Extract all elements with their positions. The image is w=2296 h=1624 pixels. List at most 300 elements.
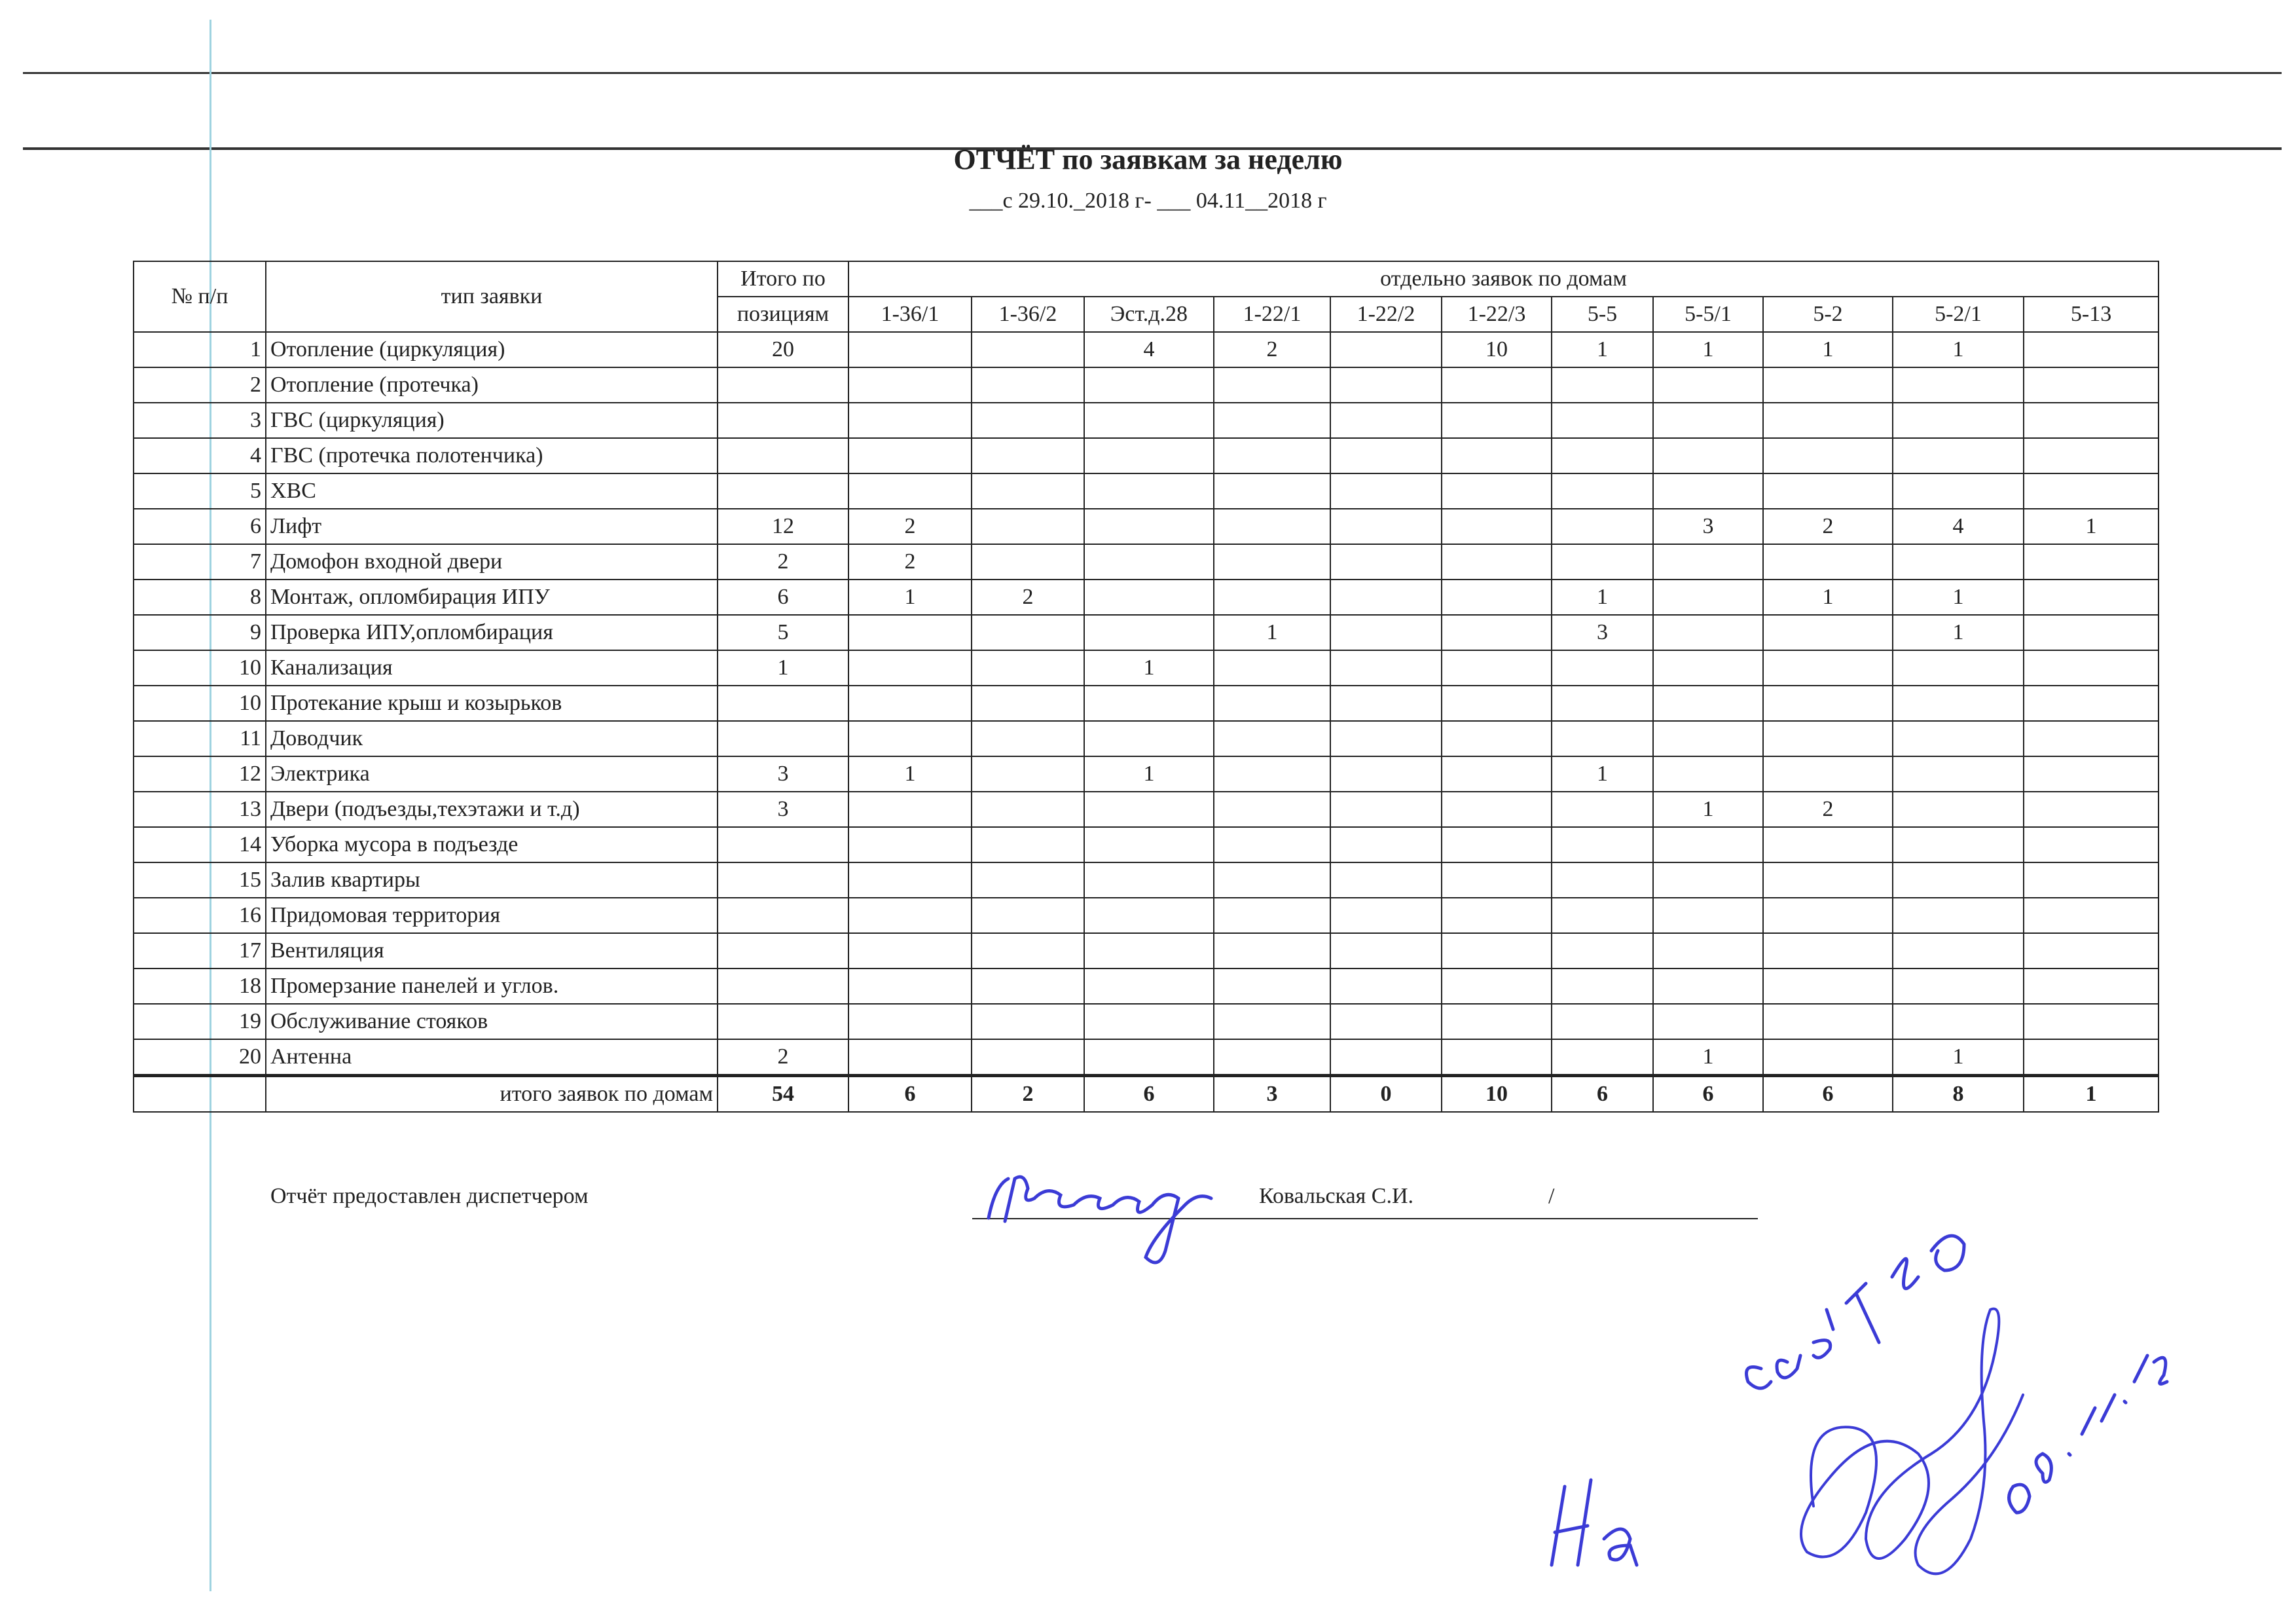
house-count-cell	[848, 686, 972, 721]
house-count-cell	[1084, 509, 1214, 544]
col-header-total-line2: позициям	[718, 297, 848, 332]
house-count-cell: 1	[1893, 615, 2024, 650]
house-count-cell	[848, 615, 972, 650]
house-count-cell	[1552, 650, 1653, 686]
house-count-cell	[1084, 1039, 1214, 1076]
house-count-cell: 3	[1653, 509, 1763, 544]
table-row	[134, 580, 2159, 615]
house-count-cell	[972, 969, 1084, 1004]
col-header-house: 5-2	[1763, 297, 1893, 332]
house-count-cell: 1	[1653, 792, 1763, 827]
house-count-cell	[1893, 721, 2024, 756]
house-count-cell: 4	[1084, 332, 1214, 367]
signer-name: Ковальская С.И.	[1259, 1184, 1414, 1208]
house-count-cell	[2024, 933, 2159, 969]
col-header-houses: отдельно заявок по домам	[848, 261, 2159, 297]
table-row	[134, 615, 2159, 650]
house-count-cell	[1084, 686, 1214, 721]
row-total: 3	[718, 756, 848, 792]
house-count-cell	[1893, 827, 2024, 862]
house-count-cell	[1653, 969, 1763, 1004]
house-count-cell	[1330, 827, 1442, 862]
house-count-cell	[1330, 438, 1442, 473]
house-count-cell	[848, 332, 972, 367]
row-total	[718, 367, 848, 403]
request-type: Канализация	[266, 650, 718, 686]
house-count-cell	[2024, 862, 2159, 898]
house-count-cell	[2024, 367, 2159, 403]
house-count-cell	[1763, 827, 1893, 862]
house-count-cell	[2024, 721, 2159, 756]
row-number: 9	[134, 615, 266, 650]
row-number: 19	[134, 1004, 266, 1039]
house-count-cell	[1330, 403, 1442, 438]
house-count-cell	[1763, 438, 1893, 473]
house-count-cell	[1552, 509, 1653, 544]
row-number: 3	[134, 403, 266, 438]
house-count-cell	[848, 1004, 972, 1039]
house-count-cell	[1442, 650, 1552, 686]
house-count-cell	[1330, 898, 1442, 933]
row-number: 8	[134, 580, 266, 615]
house-count-cell	[848, 898, 972, 933]
house-count-cell	[1763, 650, 1893, 686]
house-count-cell	[2024, 580, 2159, 615]
house-count-cell	[1552, 1039, 1653, 1076]
row-number: 6	[134, 509, 266, 544]
house-count-cell	[1653, 473, 1763, 509]
table-row	[134, 473, 2159, 509]
house-count-cell	[1653, 367, 1763, 403]
house-count-cell: 1	[848, 756, 972, 792]
house-count-cell	[1330, 1039, 1442, 1076]
row-total	[718, 438, 848, 473]
house-count-cell	[848, 438, 972, 473]
house-count-cell: 1	[1552, 332, 1653, 367]
house-count-cell	[1330, 792, 1442, 827]
totals-empty-cell	[134, 1076, 266, 1113]
house-count-cell	[1084, 403, 1214, 438]
house-count-cell	[1552, 686, 1653, 721]
request-type: Залив квартиры	[266, 862, 718, 898]
house-count-cell	[972, 898, 1084, 933]
house-count-cell	[1552, 933, 1653, 969]
row-number: 2	[134, 367, 266, 403]
house-count-cell	[2024, 650, 2159, 686]
table-row	[134, 544, 2159, 580]
house-count-cell	[848, 969, 972, 1004]
dispatcher-signature	[969, 1159, 1257, 1277]
col-header-type: тип заявки	[266, 261, 718, 332]
house-count-cell	[1893, 403, 2024, 438]
house-count-cell: 10	[1442, 332, 1552, 367]
table-row	[134, 1004, 2159, 1039]
signature-slash: /	[1548, 1184, 1555, 1208]
house-count-cell: 1	[1653, 1039, 1763, 1076]
row-total	[718, 721, 848, 756]
house-count-cell	[1084, 544, 1214, 580]
col-header-number: № п/п	[134, 261, 266, 332]
house-count-cell	[2024, 898, 2159, 933]
house-count-cell: 1	[2024, 509, 2159, 544]
house-count-cell	[1214, 580, 1330, 615]
house-count-cell	[1653, 827, 1763, 862]
house-count-cell	[1330, 721, 1442, 756]
house-count-cell	[1442, 933, 1552, 969]
row-number: 13	[134, 792, 266, 827]
table-row	[134, 721, 2159, 756]
table-row	[134, 438, 2159, 473]
request-type: Домофон входной двери	[266, 544, 718, 580]
row-number: 7	[134, 544, 266, 580]
house-count-cell: 3	[1552, 615, 1653, 650]
totals-row	[134, 1076, 2159, 1113]
house-count-cell	[1330, 332, 1442, 367]
house-count-cell	[972, 403, 1084, 438]
house-count-cell	[1084, 933, 1214, 969]
house-count-cell	[1214, 686, 1330, 721]
house-count-cell	[1084, 792, 1214, 827]
house-count-cell	[1442, 1039, 1552, 1076]
row-number: 1	[134, 332, 266, 367]
row-number: 12	[134, 756, 266, 792]
house-total-cell: 0	[1330, 1076, 1442, 1113]
house-count-cell	[1763, 898, 1893, 933]
col-header-house: 5-13	[2024, 297, 2159, 332]
row-total: 6	[718, 580, 848, 615]
house-count-cell	[848, 403, 972, 438]
house-count-cell: 2	[848, 544, 972, 580]
house-count-cell	[2024, 438, 2159, 473]
house-count-cell	[1552, 862, 1653, 898]
row-total: 12	[718, 509, 848, 544]
house-count-cell	[1893, 792, 2024, 827]
row-number: 5	[134, 473, 266, 509]
house-count-cell	[1330, 509, 1442, 544]
house-count-cell	[1214, 367, 1330, 403]
house-total-cell: 10	[1442, 1076, 1552, 1113]
house-count-cell	[1442, 580, 1552, 615]
table-row	[134, 332, 2159, 367]
house-count-cell	[1330, 650, 1442, 686]
house-count-cell	[1552, 367, 1653, 403]
house-count-cell	[972, 756, 1084, 792]
house-count-cell	[1330, 580, 1442, 615]
house-count-cell: 2	[1763, 792, 1893, 827]
house-count-cell	[1653, 898, 1763, 933]
house-count-cell: 1	[1552, 756, 1653, 792]
row-total	[718, 969, 848, 1004]
house-count-cell	[1653, 933, 1763, 969]
house-count-cell	[1214, 438, 1330, 473]
col-header-house: 1-22/1	[1214, 297, 1330, 332]
house-total-cell: 6	[1653, 1076, 1763, 1113]
house-count-cell	[1763, 1004, 1893, 1039]
house-count-cell: 1	[1084, 650, 1214, 686]
report-period: ___с 29.10._2018 г- ___ 04.11__2018 г	[969, 189, 1327, 213]
house-count-cell: 1	[1214, 615, 1330, 650]
house-total-cell: 8	[1893, 1076, 2024, 1113]
house-count-cell	[972, 473, 1084, 509]
col-header-house: Эст.д.28	[1084, 297, 1214, 332]
prepared-by-label: Отчёт предоставлен диспетчером	[270, 1184, 589, 1208]
house-count-cell	[1552, 898, 1653, 933]
house-count-cell	[1893, 544, 2024, 580]
house-count-cell	[1214, 898, 1330, 933]
house-count-cell	[1084, 827, 1214, 862]
request-type: Отопление (циркуляция)	[266, 332, 718, 367]
request-type: ХВС	[266, 473, 718, 509]
house-count-cell	[1084, 1004, 1214, 1039]
house-count-cell	[972, 1039, 1084, 1076]
house-count-cell	[1214, 756, 1330, 792]
house-count-cell	[1552, 969, 1653, 1004]
house-count-cell	[848, 792, 972, 827]
top-rule	[23, 72, 2282, 74]
col-header-house: 5-2/1	[1893, 297, 2024, 332]
house-count-cell	[972, 686, 1084, 721]
row-total: 5	[718, 615, 848, 650]
house-count-cell	[1653, 403, 1763, 438]
house-count-cell	[1214, 473, 1330, 509]
house-count-cell	[1552, 1004, 1653, 1039]
house-count-cell	[972, 367, 1084, 403]
row-total	[718, 403, 848, 438]
house-count-cell	[1442, 686, 1552, 721]
house-count-cell	[848, 367, 972, 403]
house-count-cell	[1893, 898, 2024, 933]
house-count-cell	[1084, 438, 1214, 473]
row-number: 14	[134, 827, 266, 862]
house-count-cell	[1653, 650, 1763, 686]
house-count-cell	[1442, 544, 1552, 580]
house-count-cell	[1214, 544, 1330, 580]
table-row	[134, 403, 2159, 438]
house-count-cell	[1552, 827, 1653, 862]
request-type: Лифт	[266, 509, 718, 544]
table-row	[134, 933, 2159, 969]
row-total	[718, 862, 848, 898]
house-count-cell	[1893, 1004, 2024, 1039]
house-count-cell	[1893, 438, 2024, 473]
row-total: 1	[718, 650, 848, 686]
house-count-cell: 4	[1893, 509, 2024, 544]
house-count-cell: 2	[1763, 509, 1893, 544]
col-header-house: 1-36/2	[972, 297, 1084, 332]
house-count-cell	[2024, 969, 2159, 1004]
house-count-cell	[1552, 544, 1653, 580]
request-type: Промерзание панелей и углов.	[266, 969, 718, 1004]
house-count-cell	[1214, 1004, 1330, 1039]
row-number: 15	[134, 862, 266, 898]
house-count-cell	[2024, 332, 2159, 367]
house-count-cell	[1330, 615, 1442, 650]
table-row	[134, 1039, 2159, 1076]
row-total	[718, 827, 848, 862]
house-count-cell	[1442, 756, 1552, 792]
request-type: Электрика	[266, 756, 718, 792]
row-total	[718, 473, 848, 509]
house-count-cell	[1893, 686, 2024, 721]
house-count-cell	[1763, 933, 1893, 969]
house-count-cell: 1	[1893, 332, 2024, 367]
totals-label: итого заявок по домам	[266, 1076, 718, 1113]
row-total: 2	[718, 544, 848, 580]
table-row	[134, 792, 2159, 827]
house-count-cell	[1763, 721, 1893, 756]
row-total	[718, 1004, 848, 1039]
house-count-cell	[1552, 721, 1653, 756]
house-count-cell	[1763, 862, 1893, 898]
request-type: Протекание крыш и козырьков	[266, 686, 718, 721]
house-count-cell	[1552, 473, 1653, 509]
house-count-cell	[1763, 403, 1893, 438]
house-count-cell	[972, 615, 1084, 650]
house-count-cell	[1653, 544, 1763, 580]
house-count-cell	[1330, 969, 1442, 1004]
house-count-cell	[1084, 862, 1214, 898]
house-count-cell	[2024, 792, 2159, 827]
house-count-cell	[1653, 615, 1763, 650]
house-count-cell	[1442, 438, 1552, 473]
col-header-house: 5-5/1	[1653, 297, 1763, 332]
house-count-cell	[1442, 969, 1552, 1004]
house-count-cell	[1653, 721, 1763, 756]
house-count-cell	[1893, 367, 2024, 403]
house-count-cell	[1084, 367, 1214, 403]
col-header-house: 1-36/1	[848, 297, 972, 332]
house-count-cell	[1084, 580, 1214, 615]
house-count-cell	[1893, 969, 2024, 1004]
house-count-cell: 1	[1893, 580, 2024, 615]
house-count-cell: 1	[1893, 1039, 2024, 1076]
house-count-cell	[1330, 756, 1442, 792]
house-count-cell	[1763, 686, 1893, 721]
house-count-cell	[1442, 403, 1552, 438]
request-type: ГВС (циркуляция)	[266, 403, 718, 438]
row-number: 10	[134, 686, 266, 721]
house-count-cell	[1084, 969, 1214, 1004]
house-count-cell	[1442, 367, 1552, 403]
house-count-cell	[2024, 615, 2159, 650]
house-count-cell	[1442, 1004, 1552, 1039]
house-count-cell: 1	[1653, 332, 1763, 367]
house-count-cell	[848, 650, 972, 686]
row-total: 2	[718, 1039, 848, 1076]
house-count-cell	[972, 650, 1084, 686]
house-count-cell: 1	[1763, 580, 1893, 615]
house-total-cell: 6	[1552, 1076, 1653, 1113]
house-count-cell	[1084, 721, 1214, 756]
house-count-cell	[1214, 827, 1330, 862]
handwritten-annotation	[1525, 1146, 2180, 1591]
house-count-cell	[1763, 367, 1893, 403]
row-number: 4	[134, 438, 266, 473]
house-count-cell	[972, 1004, 1084, 1039]
row-number: 10	[134, 650, 266, 686]
house-count-cell	[1084, 615, 1214, 650]
request-type: ГВС (протечка полотенчика)	[266, 438, 718, 473]
house-count-cell	[2024, 756, 2159, 792]
row-number: 20	[134, 1039, 266, 1076]
house-count-cell	[1084, 473, 1214, 509]
table-row	[134, 827, 2159, 862]
house-count-cell	[1653, 686, 1763, 721]
request-type: Проверка ИПУ,опломбирация	[266, 615, 718, 650]
row-total	[718, 933, 848, 969]
house-count-cell	[1084, 898, 1214, 933]
house-count-cell	[1893, 933, 2024, 969]
house-count-cell	[1330, 1004, 1442, 1039]
table-row	[134, 969, 2159, 1004]
row-total: 3	[718, 792, 848, 827]
grand-total: 54	[718, 1076, 848, 1113]
house-count-cell: 2	[972, 580, 1084, 615]
house-count-cell	[1552, 403, 1653, 438]
house-count-cell	[972, 438, 1084, 473]
table-row	[134, 686, 2159, 721]
house-count-cell	[1893, 862, 2024, 898]
house-count-cell	[2024, 827, 2159, 862]
request-type: Отопление (протечка)	[266, 367, 718, 403]
request-type: Доводчик	[266, 721, 718, 756]
request-type: Уборка мусора в подъезде	[266, 827, 718, 862]
house-count-cell: 1	[848, 580, 972, 615]
house-count-cell	[1214, 862, 1330, 898]
house-count-cell	[1214, 403, 1330, 438]
house-count-cell	[1214, 721, 1330, 756]
col-header-total-line1: Итого по	[718, 261, 848, 297]
row-number: 17	[134, 933, 266, 969]
house-count-cell	[2024, 686, 2159, 721]
house-count-cell	[972, 721, 1084, 756]
house-count-cell	[972, 933, 1084, 969]
house-count-cell	[1893, 756, 2024, 792]
house-count-cell	[1552, 438, 1653, 473]
house-count-cell	[1893, 473, 2024, 509]
house-count-cell	[1763, 756, 1893, 792]
house-count-cell	[1653, 756, 1763, 792]
header-row-top	[134, 261, 2159, 297]
house-count-cell: 1	[1552, 580, 1653, 615]
house-count-cell	[1330, 686, 1442, 721]
row-number: 16	[134, 898, 266, 933]
table-row	[134, 898, 2159, 933]
house-count-cell	[1330, 367, 1442, 403]
request-type: Придомовая территория	[266, 898, 718, 933]
house-count-cell	[848, 1039, 972, 1076]
table-row	[134, 509, 2159, 544]
house-count-cell	[1214, 792, 1330, 827]
house-count-cell	[848, 473, 972, 509]
house-total-cell: 6	[848, 1076, 972, 1113]
row-number: 11	[134, 721, 266, 756]
house-count-cell	[1214, 650, 1330, 686]
request-type: Антенна	[266, 1039, 718, 1076]
house-count-cell	[848, 862, 972, 898]
house-count-cell	[1330, 933, 1442, 969]
col-header-house: 1-22/2	[1330, 297, 1442, 332]
house-count-cell	[2024, 1004, 2159, 1039]
row-number: 18	[134, 969, 266, 1004]
house-total-cell: 1	[2024, 1076, 2159, 1113]
house-count-cell	[972, 862, 1084, 898]
house-count-cell	[1442, 792, 1552, 827]
house-count-cell	[972, 827, 1084, 862]
request-type: Вентиляция	[266, 933, 718, 969]
house-total-cell: 6	[1763, 1076, 1893, 1113]
house-count-cell	[1330, 862, 1442, 898]
